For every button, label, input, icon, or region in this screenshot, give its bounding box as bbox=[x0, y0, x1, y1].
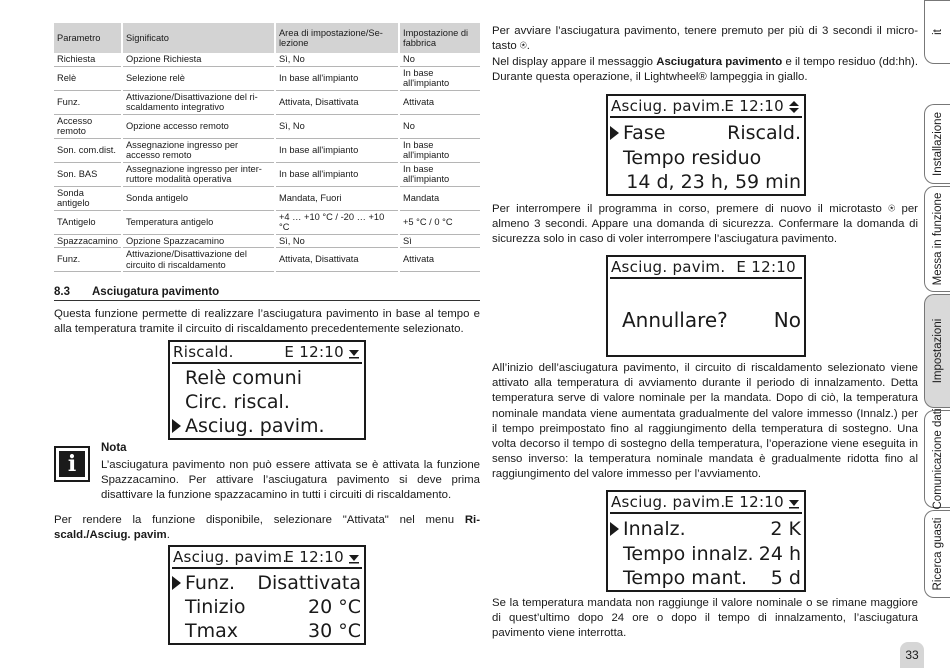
table-row bbox=[54, 162, 480, 186]
lcd-display-confirm: Asciug. pavim. E 12:10 Annullare? No bbox=[606, 255, 806, 357]
cell: TAntigelo bbox=[54, 210, 122, 234]
cell: In base all'impianto bbox=[399, 66, 480, 90]
lcd-header-title: Asciug. pavim. bbox=[611, 258, 726, 276]
cell: Relè bbox=[54, 66, 122, 90]
lcd-header-time: E 12:10 bbox=[284, 343, 344, 361]
cell: No bbox=[399, 53, 480, 66]
lcd-header-title: Asciug. pavim. bbox=[173, 548, 288, 566]
cell: Funz. bbox=[54, 90, 122, 114]
tab-installazione[interactable]: Installazione bbox=[924, 104, 950, 184]
section-number: 8.3 bbox=[54, 286, 70, 298]
tab-messa-in-funzione[interactable]: Messa in funzione bbox=[924, 186, 950, 292]
cell: In base all'impianto bbox=[275, 138, 399, 162]
lcd-header bbox=[172, 344, 362, 364]
scroll-down-icon bbox=[348, 552, 360, 564]
cursor-arrow-icon bbox=[610, 126, 619, 140]
table-row bbox=[54, 186, 480, 210]
table-row bbox=[54, 53, 480, 66]
info-icon: i bbox=[54, 446, 90, 482]
cell: Son. com.dist. bbox=[54, 138, 122, 162]
cell: Mandata, Fuori bbox=[275, 186, 399, 210]
scroll-down-icon bbox=[788, 497, 800, 509]
cell: No bbox=[399, 114, 480, 138]
cell: Sì, No bbox=[275, 234, 399, 248]
col-header-fabbrica: Impostazione di fabbrica bbox=[399, 23, 480, 53]
table-row bbox=[54, 90, 480, 114]
process-paragraph: All’inizio dell’asciugatura pavimento, il circuito di riscaldamento selezionato viene attivato alla temperatura di avviamento durante il periodo di innalzamento. Detta temperatura serve di valore nominale per la mandata. Dopo di ciò, la temperatura nominale mandata viene aumentata gradualmente del valore immesso (Innalz.) per il tempo preimpostato fino al raggiungimento della temperatura di sostegno. Una volta decorso il tempo di sostegno della temperatura, l’operazione viene eseguita in senso inverso: la temperatura nominale mandata è gradualmente ridotta fino al raggiungimento del valore immesso per l’avviamento. bbox=[492, 362, 918, 481]
cell: Attivata bbox=[399, 248, 480, 272]
section-heading bbox=[54, 286, 480, 301]
cell: Attivazione/Disattivazione del ri- scaldamento integrativo bbox=[122, 90, 275, 114]
lcd-header-title: Asciug. pavim. bbox=[611, 97, 726, 115]
parameter-table bbox=[54, 23, 480, 272]
cell: Opzione Spazzacamino bbox=[122, 234, 275, 248]
lcd-header-time: E 12:10 bbox=[284, 548, 344, 566]
note-title: Nota bbox=[101, 442, 127, 454]
cell: Funz. bbox=[54, 248, 122, 272]
cell: Son. BAS bbox=[54, 162, 122, 186]
cell: Mandata bbox=[399, 186, 480, 210]
start-paragraph: Per avviare l’asciugatura pavimento, tenere premuto per più di 3 secondi il micro- tasto ⍟. bbox=[492, 25, 918, 53]
interrupt-paragraph: Per interrompere il programma in corso, premere di nuovo il microtasto ⍟ per almeno 3 secondi. Appare una domanda di sicurezza. Confermare la domanda di sicurezza solo in caso di voler interrompere l’asciugatura pavimento. bbox=[492, 203, 918, 246]
lcd-header-time: E 12:10 bbox=[724, 493, 784, 511]
enable-paragraph: Per rendere la funzione disponibile, selezionare "Attivata" nel menu Ri- scald./Asciug. pavim. bbox=[54, 514, 480, 542]
cell: In base all'impianto bbox=[399, 138, 480, 162]
cursor-arrow-icon bbox=[172, 419, 181, 433]
menu-path: Ri- scald./Asciug. pavim bbox=[54, 514, 480, 542]
cursor-arrow-icon bbox=[172, 576, 181, 590]
cell: Attivata, Disattivata bbox=[275, 248, 399, 272]
cell: Attivazione/Disattivazione del circuito di riscaldamento bbox=[122, 248, 275, 272]
lcd-header-title: Riscald. bbox=[173, 343, 234, 361]
lcd-display-menu: Riscald. E 12:10 Relè comuni Circ. riscal. Asciug. pavim. bbox=[168, 340, 366, 440]
col-header-area: Area di impostazione/Se- lezione bbox=[275, 23, 399, 53]
lcd-display-settings: Asciug. pavim. E 12:10 Funz. Disattivata Tinizio 20 °C Tmax 30 °C bbox=[168, 545, 366, 645]
table-row bbox=[54, 114, 480, 138]
cell: Richiesta bbox=[54, 53, 122, 66]
cell: Assegnazione ingresso per inter- ruttore modalità operativa bbox=[122, 162, 275, 186]
cell: In base all'impianto bbox=[275, 162, 399, 186]
cell: Spazzacamino bbox=[54, 234, 122, 248]
cell: In base all'impianto bbox=[275, 66, 399, 90]
table-row bbox=[54, 234, 480, 248]
lcd-header bbox=[610, 494, 802, 514]
abort-paragraph: Se la temperatura mandata non raggiunge il valore nominale o se rimane maggiore di quest’ultimo dopo 24 ore o dopo il tempo di innalzamento, l’asciugatura pavimento viene interrotta. bbox=[492, 597, 918, 640]
lcd-display-parameters: Asciug. pavim. E 12:10 Innalz. 2 K Tempo innalz. 24 h Tempo mant. 5 d bbox=[606, 490, 806, 592]
cell: Opzione Richiesta bbox=[122, 53, 275, 66]
cell: Sì bbox=[399, 234, 480, 248]
display-message-paragraph: Nel display appare il messaggio Asciugatura pavimento e il tempo residuo (dd:hh). Durante questa operazione, il Lightwheel® lampeggia in giallo. bbox=[492, 56, 918, 84]
cursor-arrow-icon bbox=[610, 522, 619, 536]
cell: Opzione accesso remoto bbox=[122, 114, 275, 138]
cell: In base all'impianto bbox=[399, 162, 480, 186]
tab-language[interactable]: it bbox=[924, 0, 950, 64]
intro-paragraph: Questa funzione permette di realizzare l’asciugatura pavimento in base al tempo e alla temperatura tramite il circuito di riscaldamento precedentemente selezionato. bbox=[54, 308, 480, 336]
lcd-header bbox=[610, 259, 802, 277]
cell: +4 … +10 °C / -20 … +10 °C bbox=[275, 210, 399, 234]
scroll-down-icon bbox=[348, 347, 360, 359]
lcd-header-time: E 12:10 bbox=[736, 258, 796, 276]
microbutton-icon: ⍟ bbox=[519, 40, 527, 53]
lcd-display-progress: Asciug. pavim. E 12:10 Fase Riscald. Tempo residuo 14 d, 23 h, 59 min bbox=[606, 94, 806, 196]
table-row bbox=[54, 210, 480, 234]
cell: Assegnazione ingresso per accesso remoto bbox=[122, 138, 275, 162]
note-text: L’asciugatura pavimento non può essere attivata se è attivata la funzione Spazzacamino. Per attivare l’asciugatura pavimento si deve prima disattivare la funzione spazzacamino in tutti i circuiti di riscaldamento. bbox=[101, 459, 480, 502]
lcd-header-title: Asciug. pavim. bbox=[611, 493, 726, 511]
cell: Sonda antigelo bbox=[122, 186, 275, 210]
table-row bbox=[54, 66, 480, 90]
lcd-header bbox=[610, 98, 802, 118]
table-row bbox=[54, 138, 480, 162]
section-title: Asciugatura pavimento bbox=[92, 286, 220, 298]
cell: +5 °C / 0 °C bbox=[399, 210, 480, 234]
cell: Accesso remoto bbox=[54, 114, 122, 138]
lcd-header-time: E 12:10 bbox=[724, 97, 784, 115]
cell: Temperatura antigelo bbox=[122, 210, 275, 234]
cell: Attivata, Disattivata bbox=[275, 90, 399, 114]
page-number: 33 bbox=[900, 642, 924, 668]
table-header-row bbox=[54, 23, 480, 53]
cell: Attivata bbox=[399, 90, 480, 114]
microbutton-icon: ⍟ bbox=[888, 203, 896, 215]
table-row bbox=[54, 248, 480, 272]
lcd-header bbox=[172, 549, 362, 569]
cell: Sì, No bbox=[275, 114, 399, 138]
cell: Sonda antigelo bbox=[54, 186, 122, 210]
tab-comunicazione-dati[interactable]: Comunicazione dati bbox=[924, 410, 950, 508]
col-header-significato: Significato bbox=[122, 23, 275, 53]
col-header-parametro: Parametro bbox=[54, 23, 122, 53]
cell: Selezione relè bbox=[122, 66, 275, 90]
scroll-updown-icon bbox=[788, 101, 800, 113]
lcd-divider bbox=[610, 277, 802, 279]
tab-ricerca-guasti[interactable]: Ricerca guasti bbox=[924, 510, 950, 598]
tab-impostazioni[interactable]: Impostazioni bbox=[924, 294, 950, 408]
cell: Sì, No bbox=[275, 53, 399, 66]
